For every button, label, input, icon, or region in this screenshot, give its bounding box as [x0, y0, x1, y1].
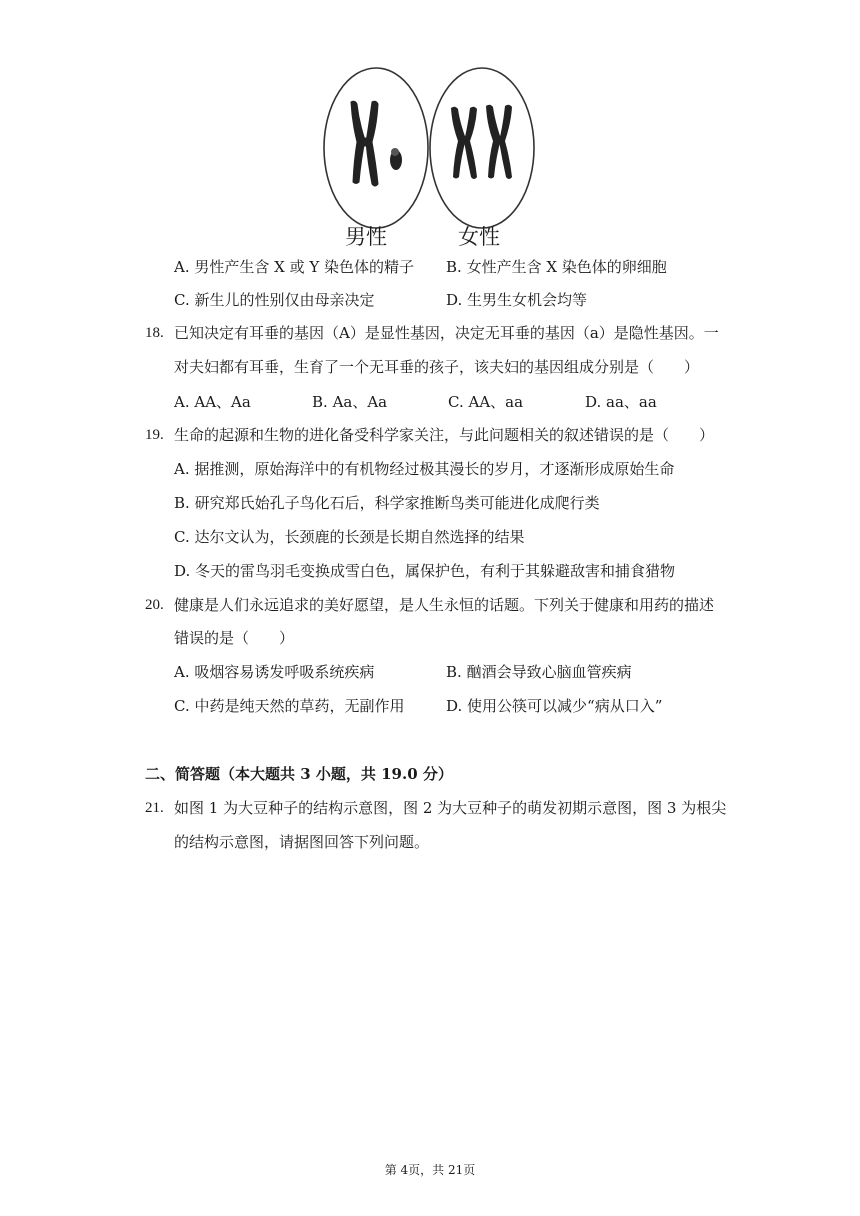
option-letter: C.: [174, 697, 190, 715]
q20-option-b: [446, 662, 632, 682]
option-letter: A.: [174, 258, 190, 276]
option-letter: B.: [312, 393, 328, 411]
option-letter: C.: [448, 393, 464, 411]
q18-option-d: [585, 392, 657, 412]
option-text: AA、Aa: [194, 393, 251, 411]
q19-option-b: [174, 493, 600, 513]
female-cell-outline: [430, 68, 534, 228]
option-letter: D.: [585, 393, 602, 411]
option-text: 女性产生含 X 染色体的卵细胞: [466, 258, 667, 276]
option-letter: B.: [446, 663, 462, 681]
q17-option-c: [174, 290, 375, 310]
q20-number: 20.: [145, 597, 164, 613]
option-text: 据推测，原始海洋中的有机物经过极其漫长的岁月，才逐渐形成原始生命: [194, 460, 675, 478]
q20-option-a: [174, 662, 374, 682]
male-label: 男性: [345, 225, 387, 249]
option-text: AA、aa: [468, 393, 524, 411]
q20-stem-line2: 错误的是（ ）: [174, 629, 295, 647]
option-text: 冬天的雷鸟羽毛变换成雪白色，属保护色，有利于其躲避敌害和捕食猎物: [195, 562, 676, 580]
q19-option-c: [174, 527, 525, 547]
option-text: 新生儿的性别仅由母亲决定: [194, 291, 375, 309]
option-text: 使用公筷可以减少“病从口入”: [467, 697, 663, 715]
q18-stem-line2: 对夫妇都有耳垂，生育了一个无耳垂的孩子，该夫妇的基因组成分别是（ ）: [174, 358, 700, 376]
q18-option-c: [448, 392, 523, 412]
q17-option-a: [174, 257, 414, 277]
option-letter: C.: [174, 528, 190, 546]
section-heading: 二、简答题（本大题共 3 小题，共 19.0 分）: [145, 765, 453, 783]
option-letter: D.: [446, 697, 463, 715]
option-text: 男性产生含 X 或 Y 染色体的精子: [194, 258, 415, 276]
q21-stem-line2: 的结构示意图，请据图回答下列问题。: [174, 833, 430, 851]
female-x-chromosome-2: [486, 105, 512, 179]
option-letter: D.: [446, 291, 463, 309]
option-letter: C.: [174, 291, 190, 309]
option-text: 达尔文认为，长颈鹿的长颈是长期自然选择的结果: [194, 528, 525, 546]
q18-number: 18.: [145, 325, 164, 341]
karyotype-illustration: [318, 60, 538, 250]
option-letter: A.: [174, 663, 190, 681]
option-text: 中药是纯天然的草药，无副作用: [194, 697, 405, 715]
option-text: 研究郑氏始孔子鸟化石后，科学家推断鸟类可能进化成爬行类: [194, 494, 600, 512]
page-footer: 第 4页，共 21页: [384, 1163, 476, 1177]
female-label: 女性: [458, 225, 500, 249]
q19-stem: 生命的起源和生物的进化备受科学家关注，与此问题相关的叙述错误的是（ ）: [174, 426, 715, 444]
option-text: 吸烟容易诱发呼吸系统疾病: [194, 663, 375, 681]
option-text: 酗酒会导致心脑血管疾病: [466, 663, 632, 681]
option-letter: A.: [174, 460, 190, 478]
male-cell-outline: [324, 68, 428, 228]
q20-option-d: [446, 696, 662, 716]
chromosome-figure: [318, 60, 538, 250]
option-letter: D.: [174, 562, 191, 580]
q20-option-c: [174, 696, 405, 716]
option-letter: A.: [174, 393, 190, 411]
option-text: Aa、Aa: [332, 393, 388, 411]
option-text: aa、aa: [606, 393, 657, 411]
q19-option-a: [174, 459, 674, 479]
q18-option-b: [312, 392, 387, 412]
q18-option-a: [174, 392, 251, 412]
option-letter: B.: [446, 258, 462, 276]
q18-stem-line1: 已知决定有耳垂的基因（A）是显性基因，决定无耳垂的基因（a）是隐性基因。一: [174, 324, 719, 342]
q19-number: 19.: [145, 427, 164, 443]
male-x-chromosome: [351, 101, 378, 186]
female-x-chromosome-1: [451, 107, 477, 179]
q17-option-b: [446, 257, 667, 277]
q20-stem-line1: 健康是人们永远追求的美好愿望，是人生永恒的话题。下列关于健康和用药的描述: [174, 596, 715, 614]
q19-option-d: [174, 561, 675, 581]
male-y-chromosome: [390, 148, 402, 170]
q17-option-d: [446, 290, 587, 310]
q21-number: 21.: [145, 800, 164, 816]
option-letter: B.: [174, 494, 190, 512]
q21-stem-line1: 如图 1 为大豆种子的结构示意图，图 2 为大豆种子的萌发初期示意图，图 3 为根尖: [174, 799, 727, 817]
option-text: 生男生女机会均等: [467, 291, 588, 309]
